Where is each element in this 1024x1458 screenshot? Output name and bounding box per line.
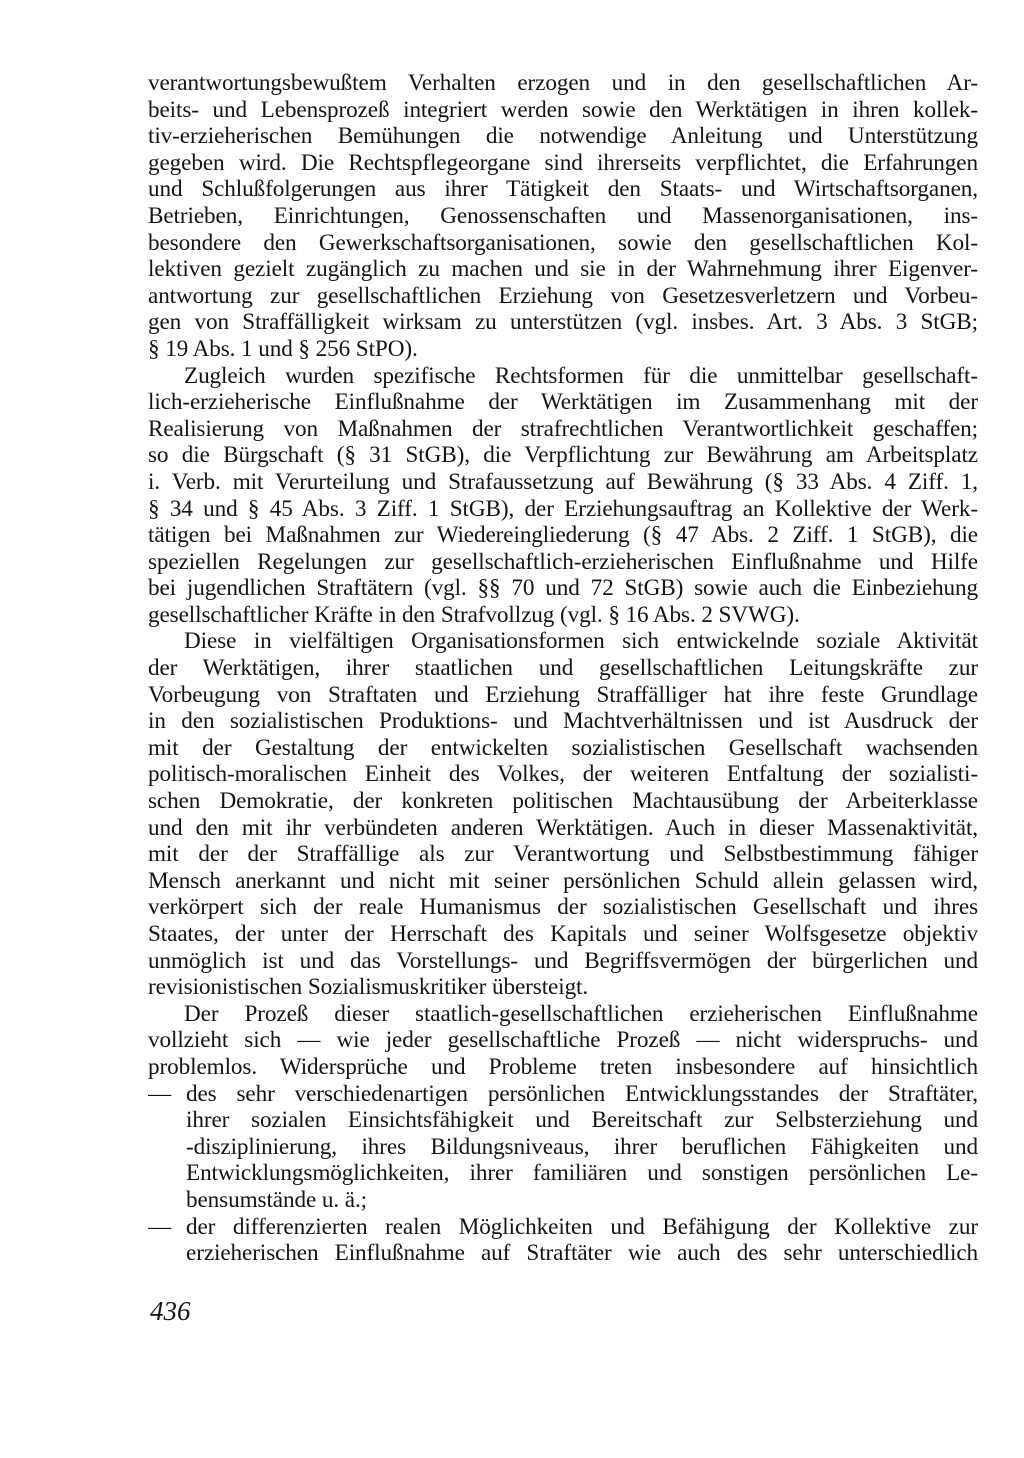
text-line: Diese in vielfältigen Organisationsformen sich entwickelnde soziale Aktivität [184, 628, 978, 655]
text-line: verantwortungsbewußtem Verhalten erzogen und in den gesellschaftlichen Ar- [148, 70, 978, 96]
text-line: tätigen bei Maßnahmen zur Wiedereingliederung (§ 47 Abs. 2 Ziff. 1 StGB), die [148, 522, 978, 549]
text-line: revisionistischen Sozialismuskritiker übersteigt. [148, 974, 589, 1001]
text-line: lektiven gezielt zugänglich zu machen und sie in der Wahrnehmung ihrer Eigenver- [148, 256, 978, 283]
list-dash: — [148, 1080, 172, 1107]
text-line: Betrieben, Einrichtungen, Genossenschaften und Massenorganisationen, ins- [148, 202, 978, 229]
list-item-text: ihrer sozialen Einsichtsfähigkeit und Bereitschaft zur Selbsterziehung und [186, 1107, 978, 1134]
list-item-text: erzieherischen Einflußnahme auf Straftäter wie auch des sehr unterschiedlich [186, 1240, 978, 1267]
page-number: 436 [150, 1296, 191, 1326]
list-item-text: bensumstände u. ä.; [186, 1186, 367, 1213]
text-line: gen von Straffälligkeit wirksam zu unterstützen (vgl. insbes. Art. 3 Abs. 3 StGB; [148, 309, 978, 336]
text-line: besondere den Gewerkschaftsorganisationen, sowie den gesellschaftlichen Kol- [148, 229, 978, 256]
text-line: Der Prozeß dieser staatlich-gesellschaftlichen erzieherischen Einflußnahme [184, 1000, 978, 1027]
list-item-line [148, 1240, 978, 1267]
list-item [148, 1214, 978, 1267]
text-line: problemlos. Widersprüche und Probleme treten insbesondere auf hinsichtlich [148, 1053, 978, 1080]
text-line: unmöglich ist und das Vorstellungs- und Begriffsvermögen der bürgerlichen und [148, 947, 978, 974]
list-item-line [148, 1081, 978, 1108]
list-item-line [148, 1134, 978, 1161]
text-line: i. Verb. mit Verurteilung und Strafaussetzung auf Bewährung (§ 33 Abs. 4 Ziff. 1, [148, 468, 978, 495]
list-item-line [148, 1160, 978, 1187]
list-item-line [148, 1187, 978, 1214]
list-item-text: -disziplinierung, ihres Bildungsniveaus, ihrer beruflichen Fähigkeiten und [186, 1133, 978, 1160]
text-line: bei jugendlichen Straftätern (vgl. §§ 70 und 72 StGB) sowie auch die Einbeziehung [148, 575, 978, 602]
text-line: gesellschaftlicher Kräfte in den Strafvollzug (vgl. § 16 Abs. 2 SVWG). [148, 601, 800, 628]
text-line: Mensch anerkannt und nicht mit seiner persönlichen Schuld allein gelassen wird, [148, 867, 978, 894]
text-line: Realisierung von Maßnahmen der strafrechtlichen Verantwortlichkeit geschaffen; [148, 415, 978, 442]
text-line: § 34 und § 45 Abs. 3 Ziff. 1 StGB), der Erziehungsauftrag an Kollektive der Werk- [148, 495, 978, 522]
list-item-text: der differenzierten realen Möglichkeiten und Befähigung der Kollektive zur [186, 1213, 978, 1240]
list-item-text: des sehr verschiedenartigen persönlichen Entwicklungsstandes der Straftäter, [186, 1080, 978, 1107]
text-line: und den mit ihr verbündeten anderen Werktätigen. Auch in dieser Massenaktivität, [148, 814, 978, 841]
list-item-line [148, 1107, 978, 1134]
text-line: tiv-erzieherischen Bemühungen die notwendige Anleitung und Unterstützung [148, 123, 978, 150]
text-line: speziellen Regelungen zur gesellschaftlich-erzieherischen Einflußnahme und Hilfe [148, 548, 978, 575]
text-line: beits- und Lebensprozeß integriert werden sowie den Werktätigen in ihren kollek- [148, 96, 978, 123]
body-text [148, 70, 978, 1267]
list-dash: — [148, 1213, 172, 1240]
text-line: Zugleich wurden spezifische Rechtsformen für die unmittelbar gesellschaft- [184, 362, 978, 389]
list-item-text: Entwicklungsmöglichkeiten, ihrer familiären und sonstigen persönlichen Le- [186, 1160, 978, 1187]
text-line: und Schlußfolgerungen aus ihrer Tätigkeit den Staats- und Wirtschaftsorganen, [148, 176, 978, 203]
text-line: mit der der Straffällige als zur Verantwortung und Selbstbestimmung fähiger [148, 841, 978, 868]
text-line: Vorbeugung von Straftaten und Erziehung Straffälliger hat ihre feste Grundlage [148, 681, 978, 708]
paragraph [148, 70, 978, 363]
text-line: Staates, der unter der Herrschaft des Kapitals und seiner Wolfsgesetze objektiv [148, 921, 978, 947]
text-line: vollzieht sich — wie jeder gesellschaftliche Prozeß — nicht widerspruchs- und [148, 1027, 978, 1054]
text-line: politisch-moralischen Einheit des Volkes, der weiteren Entfaltung der sozialisti- [148, 761, 978, 788]
text-line: mit der Gestaltung der entwickelten sozialistischen Gesellschaft wachsenden [148, 734, 978, 761]
paragraph [148, 363, 978, 629]
paragraph [148, 628, 978, 1000]
list-item-line [148, 1214, 978, 1241]
text-line: der Werktätigen, ihrer staatlichen und gesellschaftlichen Leitungskräfte zur [148, 655, 978, 682]
list-item [148, 1081, 978, 1214]
text-line: schen Demokratie, der konkreten politischen Machtausübung der Arbeiterklasse [148, 788, 978, 815]
text-line: so die Bürgschaft (§ 31 StGB), die Verpflichtung zur Bewährung am Arbeitsplatz [148, 442, 978, 469]
text-line: verkörpert sich der reale Humanismus der sozialistischen Gesellschaft und ihres [148, 894, 978, 921]
text-line: gegeben wird. Die Rechtspflegeorgane sind ihrerseits verpflichtet, die Erfahrungen [148, 149, 978, 176]
paragraph [148, 1001, 978, 1081]
text-line: § 19 Abs. 1 und § 256 StPO). [148, 335, 418, 362]
text-line: antwortung zur gesellschaftlichen Erziehung von Gesetzesverletzern und Vorbeu- [148, 282, 978, 309]
text-line: in den sozialistischen Produktions- und Machtverhältnissen und ist Ausdruck der [148, 708, 978, 735]
text-line: lich-erzieherische Einflußnahme der Werktätigen im Zusammenhang mit der [148, 389, 978, 416]
